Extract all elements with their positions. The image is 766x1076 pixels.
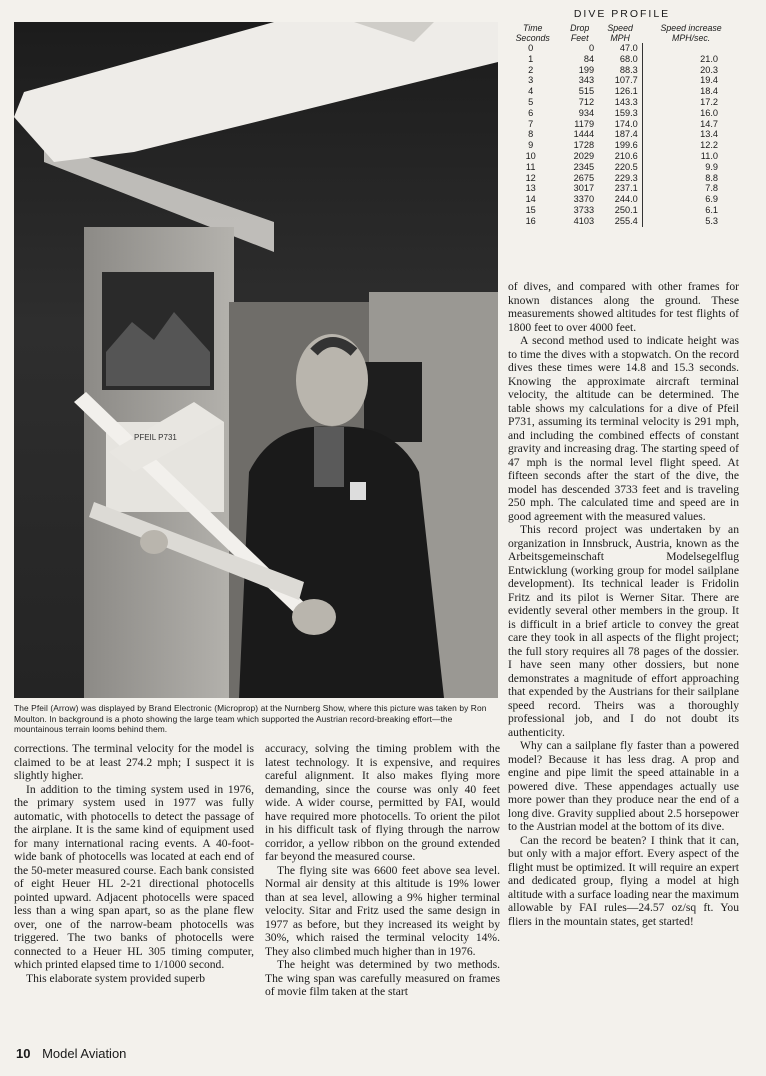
article-photo	[14, 22, 498, 698]
article-paragraph: Can the record be beaten? I think that it can, but only with a major effort. Every aspect of the flight must be optimized. It will require an expert and dedicated group, flying a model at high altitude with a surface loading near the maximum allowable by FAI rules—24.57 oz/sq ft. You fliers in the mountain states, get started!	[508, 833, 739, 928]
table-cell: 10	[525, 150, 536, 161]
table-cell: 2345	[573, 161, 595, 172]
table-cell: 88.3	[598, 65, 642, 76]
article-paragraph: This elaborate system provided superb	[26, 971, 206, 985]
table-cell: 3017	[573, 183, 595, 194]
col-header-speed: Speed MPH	[607, 23, 633, 43]
table-row	[504, 129, 740, 140]
table-row	[504, 162, 740, 173]
table-cell: 11.0	[700, 150, 718, 161]
article-paragraph: Why can a sailplane fly faster than a powered model? Because it has less drag. A prop and engine and pipe limit the speed attainable in a powered dive. These appendages actually use more power than they produce near the end of a long dive. Gravity supplied about 2.5 horsepower to the Austrian model at the bottom of its dive.	[508, 739, 739, 833]
article-paragraph: A second method used to indicate height was to time the dives with a stopwatch. On the record dives these times were 14.8 and 15.3 seconds. Knowing the approximate aircraft terminal velocity, the altitude can be determined. The table shows my calculations for a dive of Pfeil P731, assuming its terminal velocity is 291 mph, and including the combined effects of constant gravity and increasing drag. The starting speed of 47 mph is the normal level flight speed. At fifteen seconds after the start of the dive, the model has descended 3733 feet and is traveling 250 mph. The calculated time and speed are in good agreement with the measured values.	[508, 334, 739, 523]
table-cell: 5.3	[705, 215, 718, 226]
table-cell: 14	[525, 194, 536, 205]
table-row	[504, 54, 740, 65]
article-paragraph: corrections. The terminal velocity for the model is claimed to be at least 274.2 mph; I suspect it is slightly higher.	[14, 742, 254, 782]
table-cell: 229.3	[598, 173, 642, 184]
table-cell: 14.7	[700, 118, 718, 129]
col-header-drop: Drop Feet	[570, 23, 590, 43]
table-cell: 210.6	[598, 151, 642, 162]
table-header-row	[504, 23, 740, 43]
table-cell: 12	[525, 172, 536, 183]
table-cell: 343	[578, 75, 595, 86]
table-cell: 84	[583, 53, 595, 64]
table-cell: 16.0	[700, 107, 718, 118]
table-cell: 174.0	[598, 119, 642, 130]
dive-table-body	[504, 43, 740, 227]
table-cell: 199.6	[598, 140, 642, 151]
table-row	[504, 194, 740, 205]
dive-table	[504, 23, 740, 227]
table-cell: 1728	[573, 140, 595, 151]
table-cell: 107.7	[598, 75, 642, 86]
article-column-1	[14, 742, 254, 985]
table-cell: 16	[525, 215, 536, 226]
table-cell: 9.9	[705, 161, 718, 172]
table-cell: 1	[528, 53, 534, 64]
table-cell: 12.2	[700, 140, 718, 151]
table-cell: 237.1	[598, 183, 642, 194]
table-cell: 17.2	[700, 96, 718, 107]
article-paragraph: This record project was undertaken by an organization in Innsbruck, Austria, known as the Arbeitsgemeinschaft Modelsegelflug Entwicklung (working group for model sailplane development). Its technical leader is Fridolin Fritz and its pilot is Werner Sitar. There are evidently several other members in the group. It is difficult in a brief article to convey the great care they took in all aspects of the flight project; the full story requires all 78 pages of the dossier. I have seen many other dossiers, but none demonstrates a magnitude of effort approaching that expended by the Austrians for their sailplane speed record. Theirs was a thoroughly professional job, and I do not doubt its authenticity.	[508, 523, 739, 739]
table-row	[504, 119, 740, 130]
table-cell: 13.4	[700, 129, 718, 140]
table-cell: 515	[578, 86, 595, 97]
table-cell: 0	[588, 43, 595, 53]
table-cell: 1444	[573, 129, 595, 140]
table-row	[504, 65, 740, 76]
table-cell: 2	[528, 64, 534, 75]
table-cell: 5	[528, 96, 534, 107]
dive-profile-table	[504, 8, 740, 227]
page-number: 10	[16, 1046, 31, 1061]
table-row	[504, 75, 740, 86]
table-cell: 6.9	[705, 194, 718, 205]
table-cell: 187.4	[598, 129, 642, 140]
table-cell: 6.1	[705, 204, 718, 215]
table-cell: 199	[578, 64, 595, 75]
table-cell: 4103	[573, 215, 595, 226]
article-column-3	[508, 280, 739, 928]
table-cell: 3	[528, 75, 534, 86]
table-cell: 712	[578, 96, 595, 107]
col-header-speed-increase: Speed increase MPH/sec.	[660, 23, 722, 43]
table-cell: 1179	[574, 118, 595, 129]
table-cell: 4	[528, 86, 534, 97]
article-paragraph: The height was determined by two methods. The wing span was carefully measured on frames of movie film taken at the start	[265, 958, 500, 998]
table-cell: 126.1	[598, 86, 642, 97]
table-row	[504, 173, 740, 184]
photo-caption: The Pfeil (Arrow) was displayed by Brand Electronic (Microprop) at the Nurnberg Show, where this picture was taken by Ron Moulton. In background is a photo showing the large team which supported the Austrian record-breaking effort—the mountainous terrain looms behind them.	[14, 703, 487, 734]
table-cell: 20.3	[700, 64, 718, 75]
table-cell: 3733	[573, 204, 595, 215]
table-cell: 159.3	[598, 108, 642, 119]
table-cell: 7	[528, 118, 534, 129]
table-cell: 8.8	[705, 172, 718, 183]
table-row	[504, 140, 740, 151]
table-cell: 47.0	[598, 43, 642, 54]
table-cell: 220.5	[598, 162, 642, 173]
col-header-time: Time Seconds	[515, 23, 550, 43]
table-cell: 6	[528, 107, 534, 118]
table-cell: 7.8	[705, 183, 718, 194]
article-paragraph: The flying site was 6600 feet above sea level. Normal air density at this altitude is 19% lower than at sea level, allowing a 9% higher terminal velocity. Sitar and Fritz used the same design in 1977 as before, but they increased its weight by 30%, which raised the terminal velocity 14%. They also climbed much higher than in 1976.	[265, 863, 500, 958]
table-row	[504, 151, 740, 162]
magazine-name: Model Aviation	[42, 1046, 127, 1061]
table-cell: 68.0	[598, 54, 642, 65]
table-cell: 255.4	[598, 216, 642, 227]
table-cell: 934	[578, 107, 595, 118]
table-cell	[642, 43, 740, 54]
table-cell: 19.4	[700, 75, 718, 86]
table-row	[504, 183, 740, 194]
table-row	[504, 108, 740, 119]
table-cell: 21.0	[700, 53, 718, 64]
table-cell: 8	[528, 129, 534, 140]
dive-profile-title: DIVE PROFILE	[573, 8, 671, 20]
table-cell: 143.3	[598, 97, 642, 108]
article-paragraph: accuracy, solving the timing problem with the latest technology. It is expensive, and requires careful alignment. It also makes flying more demanding, since the course was only 40 feet wide. A wider course, permitted by FAI, would have required more photocells. To orient the pilot in his difficult task of flying through the narrow corridor, a yellow ribbon on the ground extended far beyond the measured course.	[265, 742, 500, 863]
page-footer	[16, 1046, 126, 1061]
table-cell: 2675	[573, 172, 595, 183]
article-column-2	[265, 742, 500, 999]
article-paragraph: In addition to the timing system used in 1976, the primary system used in 1977 was fully automatic, with photocells to detect the passage of the airplane. It is the same kind of equipment used for many international racing events. A 40-foot-wide bank of photocells was located at each end of the 50-meter measured course. Each bank consisted of eight Heuer HL 2-21 directional photocells pointed upward. Adjacent photocells were spaced less than a wing span apart, so as the plane flew over, one of the narrow-beam photocells was triggered. The two banks of photocells were connected to a Heuer HL 305 timing computer, which printed elapsed time to 1/1000 second.	[14, 782, 254, 971]
table-cell: 0	[528, 43, 534, 53]
table-cell: 11	[525, 161, 536, 172]
table-row	[504, 216, 740, 227]
table-cell: 9	[528, 140, 534, 151]
table-row	[504, 43, 740, 54]
table-cell: 18.4	[700, 86, 718, 97]
article-paragraph: of dives, and compared with other frames for known distances along the ground. These measurements showed altitudes for test flights of 1800 feet to over 4000 feet.	[508, 280, 739, 334]
table-cell: 13	[525, 183, 536, 194]
table-cell: 3370	[573, 194, 595, 205]
table-cell: 244.0	[598, 194, 642, 205]
table-row	[504, 97, 740, 108]
table-row	[504, 205, 740, 216]
table-cell: 250.1	[598, 205, 642, 216]
table-row	[504, 86, 740, 97]
table-cell: 15	[525, 204, 536, 215]
table-cell: 2029	[573, 150, 595, 161]
model-label: PFEIL P731	[134, 433, 177, 442]
